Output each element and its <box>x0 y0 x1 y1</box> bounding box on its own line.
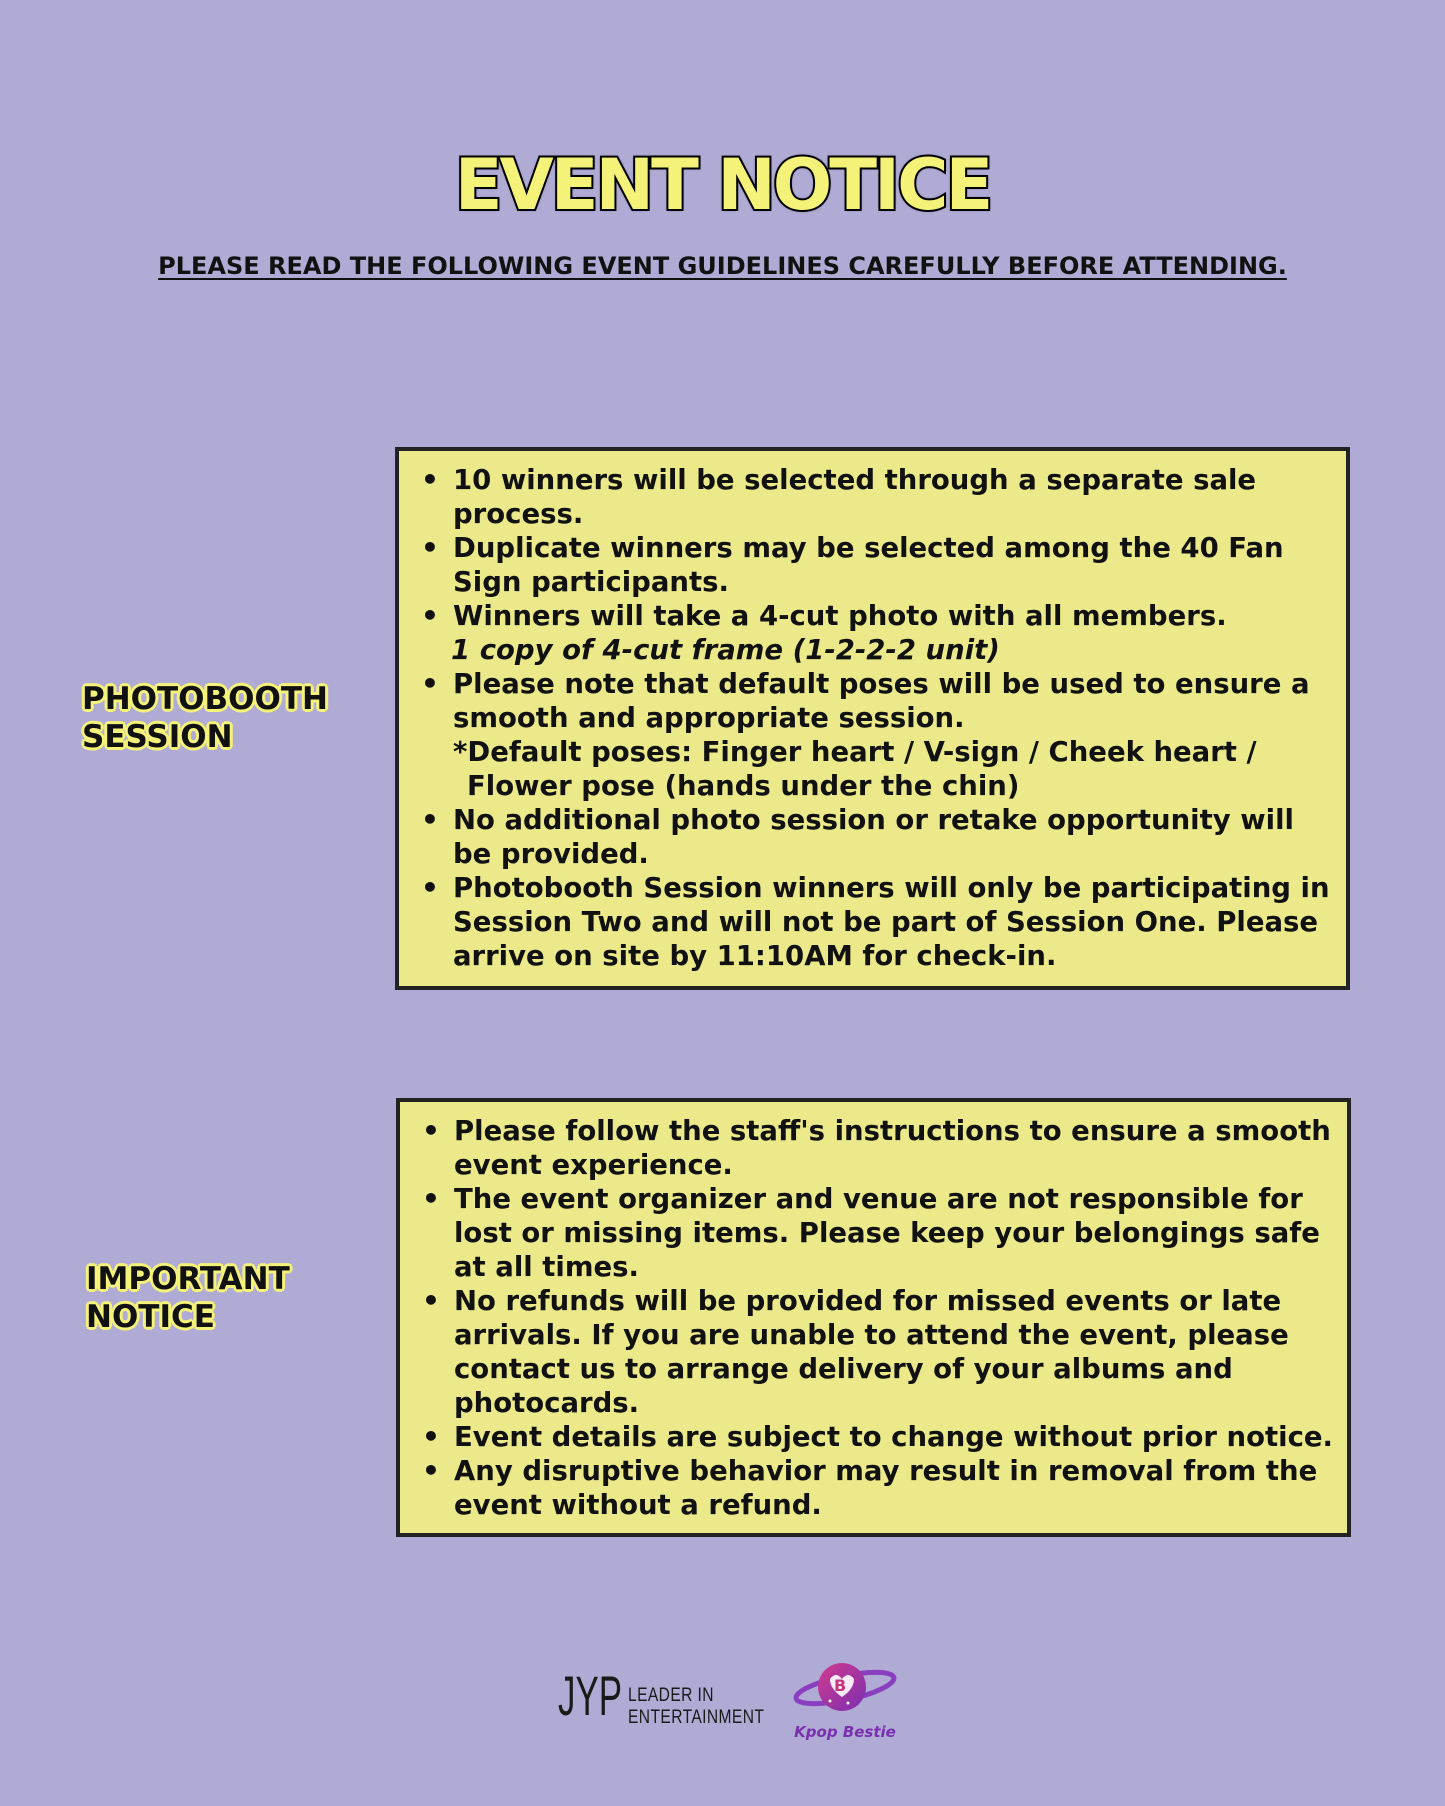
list-item <box>417 871 1332 973</box>
jyp-logo-text: JYP <box>558 1664 622 1721</box>
list-item <box>418 1454 1333 1522</box>
photobooth-label-line1: PHOTOBOOTH <box>82 681 328 717</box>
kpop-bestie-logo <box>790 1655 900 1745</box>
bullet-text: Winners will take a 4-cut photo with all members. <box>453 600 1227 632</box>
default-poses-note: *Default poses: Finger heart / V-sign / Cheek heart / <box>453 736 1257 768</box>
bullet-icon: • <box>422 1420 440 1453</box>
page-subtitle: PLEASE READ THE FOLLOWING EVENT GUIDELINES CAREFULLY BEFORE ATTENDING. <box>158 252 1287 280</box>
list-item <box>418 1420 1333 1454</box>
bullet-text: Please follow the staff's instructions to ensure a smooth event experience. <box>454 1115 1331 1181</box>
bullet-icon: • <box>421 667 439 700</box>
list-item <box>417 803 1332 871</box>
bullet-text: No refunds will be provided for missed events or late arrivals. If you are unable to attend the event, please contact us to arrange delivery of your albums and photocards. <box>454 1285 1289 1419</box>
important-label-line1: IMPORTANT <box>86 1261 290 1297</box>
jyp-logo <box>556 1661 626 1721</box>
bullet-text: Please note that default poses will be used to ensure a smooth and appropriate session. <box>453 668 1310 734</box>
list-item <box>418 1114 1333 1182</box>
bullet-icon: • <box>422 1454 440 1487</box>
list-item <box>417 531 1332 599</box>
bullet-icon: • <box>421 531 439 564</box>
page-title: EVENT NOTICE <box>454 144 991 226</box>
important-label-line2: NOTICE <box>86 1299 215 1335</box>
bullet-icon: • <box>422 1284 440 1317</box>
bullet-text: The event organizer and venue are not responsible for lost or missing items. Please keep your belongings safe at all times. <box>454 1183 1320 1283</box>
bullet-text: 10 winners will be selected through a separate sale process. <box>453 464 1257 530</box>
bullet-icon: • <box>421 463 439 496</box>
photobooth-info-box <box>395 447 1350 990</box>
important-info-box <box>396 1098 1351 1537</box>
bullet-text: Event details are subject to change without prior notice. <box>454 1421 1333 1453</box>
bullet-text: Any disruptive behavior may result in removal from the event without a refund. <box>454 1455 1318 1521</box>
bullet-icon: • <box>421 803 439 836</box>
bullet-icon: • <box>422 1114 440 1147</box>
svg-text:B: B <box>834 1676 847 1695</box>
jyp-tagline-line2: ENTERTAINMENT <box>628 1707 765 1728</box>
bullet-icon: • <box>422 1182 440 1215</box>
photobooth-bullet-list <box>417 463 1332 973</box>
list-item <box>418 1182 1333 1284</box>
photobooth-label-line2: SESSION <box>82 719 233 755</box>
photobooth-section-label <box>82 680 328 756</box>
jyp-tagline <box>628 1685 764 1729</box>
important-bullet-list <box>418 1114 1333 1522</box>
important-section-label <box>86 1260 290 1336</box>
list-item <box>418 1284 1333 1420</box>
bullet-icon: • <box>421 599 439 632</box>
kpop-bestie-text: Kpop Bestie <box>794 1723 896 1741</box>
default-poses-note-cont: Flower pose (hands under the chin) <box>467 770 1020 802</box>
bullet-text: No additional photo session or retake opportunity will be provided. <box>453 804 1294 870</box>
list-item <box>417 599 1332 667</box>
footer-logos <box>0 1655 1445 1745</box>
frame-note: 1 copy of 4-cut frame (1-2-2-2 unit) <box>451 634 1000 666</box>
list-item <box>417 463 1332 531</box>
bullet-text: Photobooth Session winners will only be participating in Session Two and will not be part of Session One. Please arrive on site by 11:10AM for check-in. <box>453 872 1330 972</box>
bullet-icon: • <box>421 871 439 904</box>
jyp-tagline-line1: LEADER IN <box>628 1685 714 1706</box>
bullet-text: Duplicate winners may be selected among the 40 Fan Sign participants. <box>453 532 1284 598</box>
list-item <box>417 667 1332 803</box>
